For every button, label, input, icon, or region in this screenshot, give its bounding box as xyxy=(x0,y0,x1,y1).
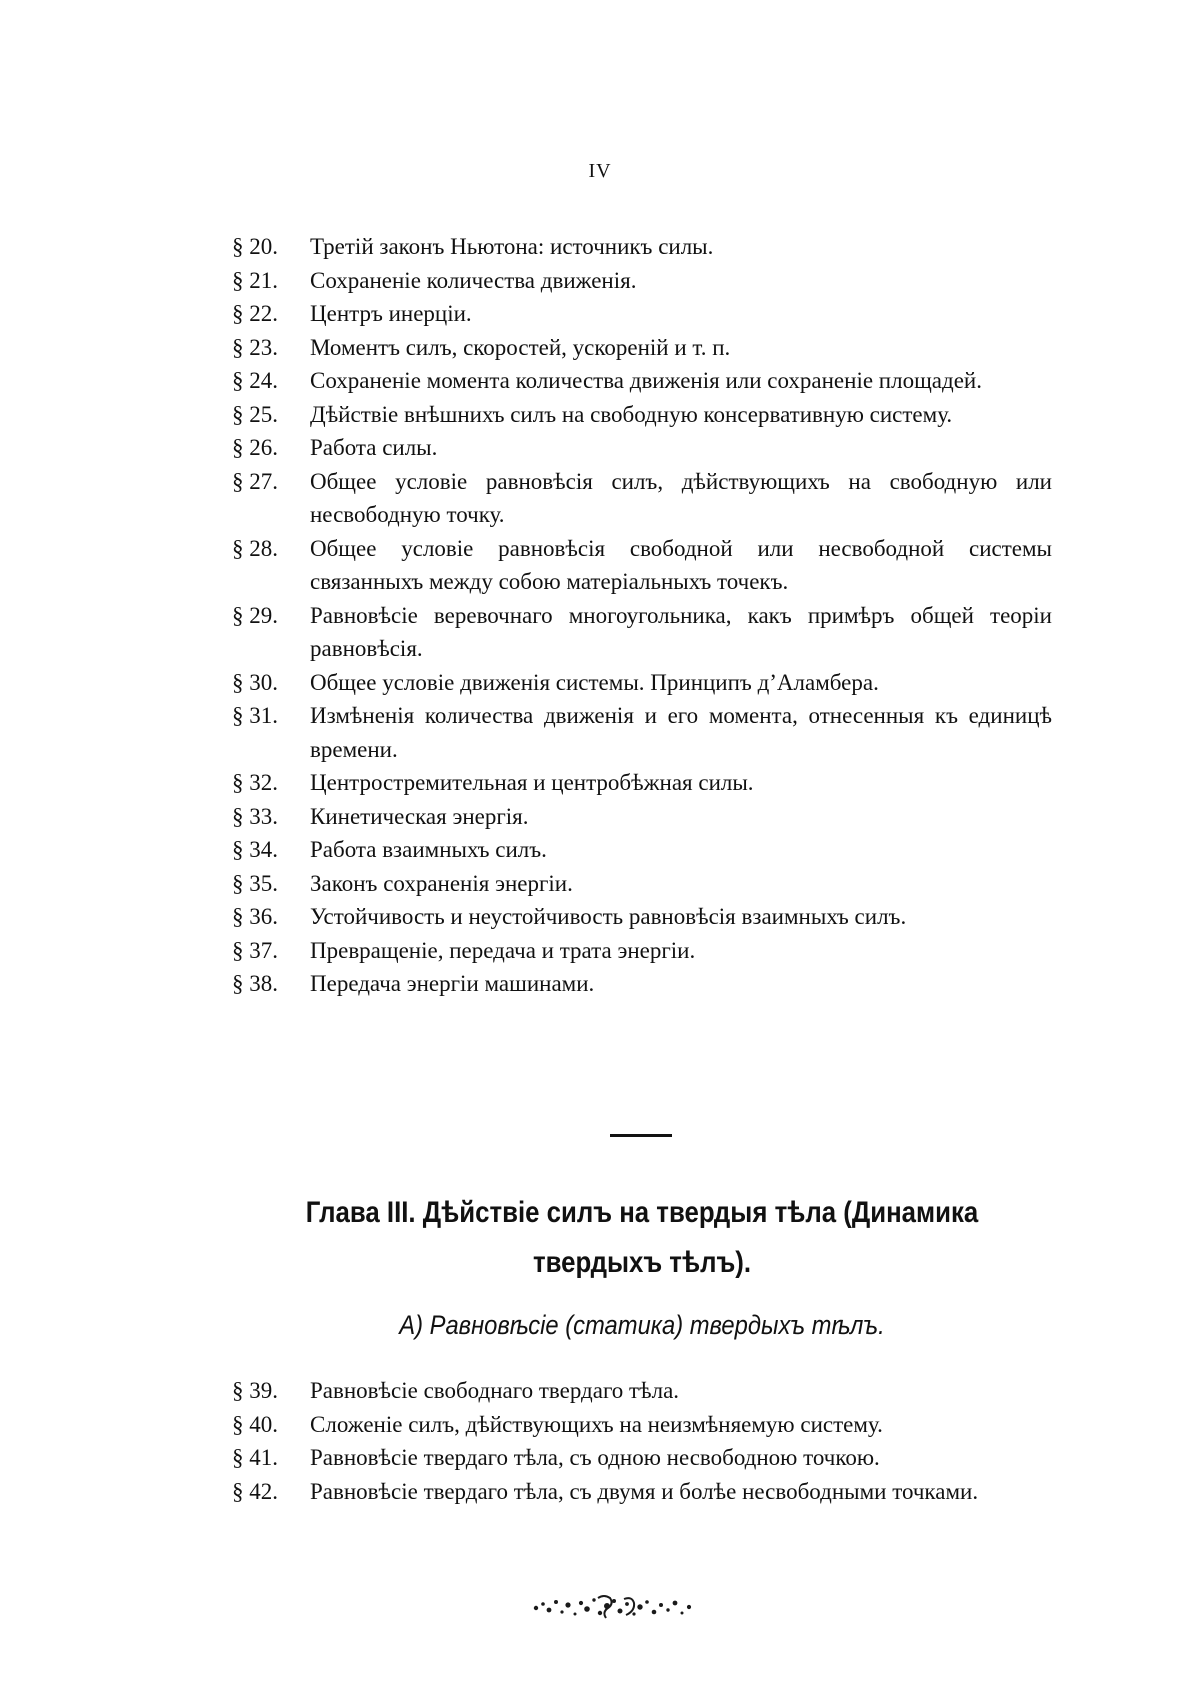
section-title: Дѣйствіе внѣшнихъ силъ на свободную консервативную систему. xyxy=(310,401,953,427)
section-number: § 30. xyxy=(232,669,278,695)
section-number: § 20. xyxy=(232,234,278,259)
toc-entry xyxy=(232,900,1052,934)
section-number: § 39. xyxy=(232,1378,278,1403)
section-number: § 37. xyxy=(232,937,278,963)
toc-entry xyxy=(232,699,1052,766)
section-title: Измѣненія количества движенія и его момента, отнесенныя къ единицѣ времени. xyxy=(310,703,1052,762)
library-stamp xyxy=(528,1590,698,1624)
section-number: § 41. xyxy=(232,1445,278,1470)
page-number: IV xyxy=(588,160,612,182)
toc-entry xyxy=(232,398,1052,432)
section-title: Общее условіе движенія системы. Принципъ д’Аламбера. xyxy=(310,669,879,695)
toc-entry xyxy=(232,1441,1052,1475)
section-number: § 35. xyxy=(232,870,278,896)
section-number: § 24. xyxy=(232,368,278,393)
section-number: § 40. xyxy=(232,1411,278,1437)
section-title: Устойчивость и неустойчивость равновѣсія взаимныхъ силъ. xyxy=(310,904,907,929)
section-number: § 22. xyxy=(232,301,278,326)
section-title: Работа взаимныхъ силъ. xyxy=(310,837,547,862)
section-number: § 25. xyxy=(232,401,278,427)
toc-list xyxy=(232,230,1052,1001)
section-title: Равновѣсіе веревочнаго многоугольника, какъ примѣръ общей теоріи равновѣсія. xyxy=(310,602,1052,661)
toc-entry xyxy=(232,1374,1052,1408)
toc-entry xyxy=(232,867,1052,901)
section-number: § 29. xyxy=(232,602,278,628)
section-title: Сложеніе силъ, дѣйствующихъ на неизмѣняемую систему. xyxy=(310,1411,883,1437)
toc-entry xyxy=(232,1475,1052,1509)
section-number: § 23. xyxy=(232,334,278,360)
section-title: Равновѣсіе твердаго тѣла, съ двумя и болѣе несвободными точками. xyxy=(310,1478,979,1504)
chapter-heading: Глава III. Дѣйствіе силъ на твердыя тѣла (Динамика твердыхъ тѣлъ). xyxy=(305,1196,979,1279)
toc-entry xyxy=(232,264,1052,298)
toc-entry xyxy=(232,833,1052,867)
section-number: § 31. xyxy=(232,703,278,728)
section-number: § 38. xyxy=(232,971,278,996)
section-title: Законъ сохраненія энергіи. xyxy=(310,870,573,896)
section-number: § 21. xyxy=(232,267,278,293)
section-divider xyxy=(610,1134,672,1137)
section-number: § 32. xyxy=(232,770,278,795)
section-number: § 42. xyxy=(232,1478,278,1504)
toc-entry xyxy=(232,967,1052,1001)
section-number: § 36. xyxy=(232,904,278,929)
toc-entry xyxy=(232,934,1052,968)
toc-entry xyxy=(232,297,1052,331)
section-title: Общее условіе равновѣсія свободной или несвободной системы связанныхъ между собою матеріальныхъ точекъ. xyxy=(310,535,1052,594)
toc-entry xyxy=(232,766,1052,800)
toc-entry xyxy=(232,532,1052,599)
toc-entry xyxy=(232,599,1052,666)
toc-entry xyxy=(232,431,1052,465)
section-title: Центростремительная и центробѣжная силы. xyxy=(310,770,754,795)
section-number: § 26. xyxy=(232,435,278,460)
section-title: Сохраненіе момента количества движенія или сохраненіе площадей. xyxy=(310,368,982,393)
section-title: Равновѣсіе свободнаго твердаго тѣла. xyxy=(310,1378,680,1403)
section-number: § 28. xyxy=(232,535,278,561)
section-title: Превращеніе, передача и трата энергіи. xyxy=(310,937,696,963)
toc-entry xyxy=(232,465,1052,532)
toc-list xyxy=(232,1374,1052,1508)
toc-entry xyxy=(232,331,1052,365)
section-title: Кинетическая энергія. xyxy=(310,803,529,829)
subsection-heading: A) Равновѣсіе (статика) твердыхъ тѣлъ. xyxy=(399,1310,885,1340)
toc-entry xyxy=(232,230,1052,264)
toc-entry xyxy=(232,364,1052,398)
toc-entry xyxy=(232,666,1052,700)
toc-entry xyxy=(232,1408,1052,1442)
section-title: Равновѣсіе твердаго тѣла, съ одною несвободною точкою. xyxy=(310,1445,880,1470)
section-title: Моментъ силъ, скоростей, ускореній и т. п. xyxy=(310,334,731,360)
section-title: Третій законъ Ньютона: источникъ силы. xyxy=(310,234,714,259)
section-title: Сохраненіе количества движенія. xyxy=(310,267,637,293)
section-title: Передача энергіи машинами. xyxy=(310,971,595,996)
section-title: Работа силы. xyxy=(310,435,438,460)
section-number: § 33. xyxy=(232,803,278,829)
section-title: Центръ инерціи. xyxy=(310,301,472,326)
toc-entry xyxy=(232,800,1052,834)
section-title: Общее условіе равновѣсія силъ, дѣйствующихъ на свободную или несвободную точку. xyxy=(310,468,1052,527)
section-number: § 27. xyxy=(232,468,278,494)
section-number: § 34. xyxy=(232,837,278,862)
